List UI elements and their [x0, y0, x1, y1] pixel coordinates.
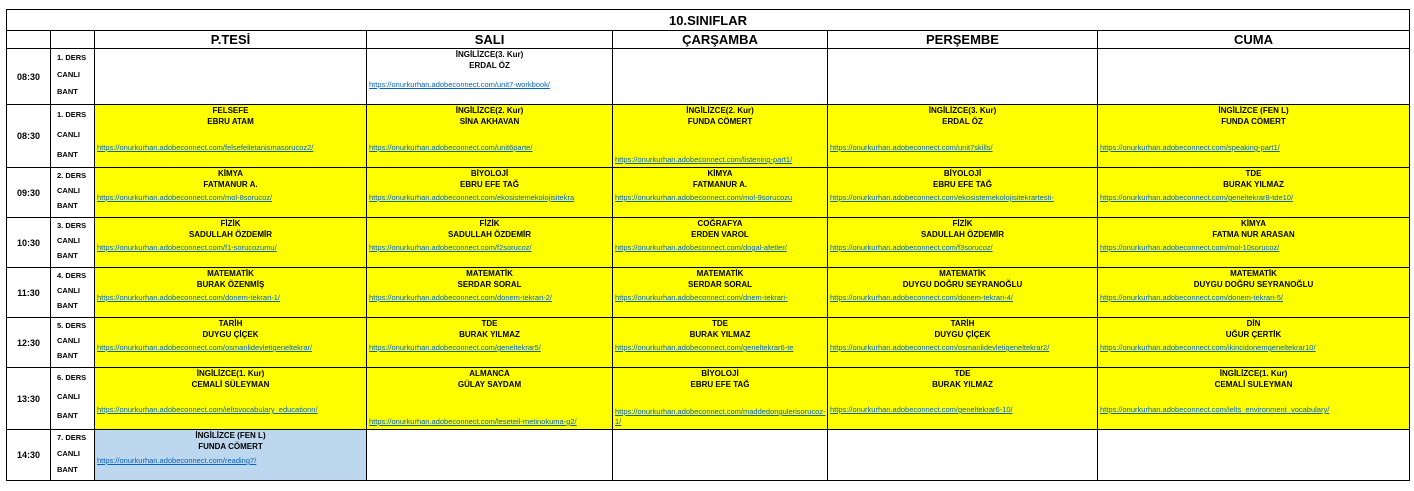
lesson-cell	[828, 368, 1098, 430]
lesson-link[interactable]: https://onurkurhan.adobeconnect.com/leseteil-metinokuma-g2/	[369, 417, 577, 426]
lesson-teacher: FUNDA CÖMERT	[687, 117, 753, 126]
slot-ders: 5. DERS	[57, 321, 87, 330]
lesson-subject: TDE	[712, 319, 728, 328]
lesson-link[interactable]: https://onurkurhan.adobeconnect.com/felsefeiletanismasorucoz2/	[97, 143, 314, 152]
empty-cell	[613, 49, 828, 105]
lesson-teacher: FATMA NUR ARASAN	[1212, 230, 1295, 239]
lesson-cell	[95, 168, 367, 218]
lesson-content	[95, 268, 366, 317]
period-row	[7, 218, 1410, 268]
period-time: 09:30	[7, 168, 51, 218]
schedule-title: 10.SINIFLAR	[7, 10, 1410, 31]
lesson-link[interactable]: https://onurkurhan.adobeconnect.com/dnem-tekrari-	[615, 293, 788, 302]
lesson-cell	[613, 105, 828, 168]
period-time: 14:30	[7, 430, 51, 481]
lesson-content	[367, 218, 612, 267]
lesson-content	[367, 49, 612, 104]
lesson-cell	[367, 105, 613, 168]
lesson-content	[828, 368, 1097, 429]
lesson-subject: BİYOLOJİ	[470, 169, 509, 178]
lesson-content	[1098, 105, 1409, 167]
period-row	[7, 430, 1410, 481]
lesson-cell	[613, 168, 828, 218]
period-row	[7, 318, 1410, 368]
slot-canli: CANLI	[57, 392, 80, 401]
lesson-subject: İNGİLİZCE(3. Kur)	[455, 50, 524, 59]
lesson-subject: MATEMATİK	[466, 269, 513, 278]
lesson-link[interactable]: https://onurkurhan.adobeconnect.com/mol-10sorucoz/	[1100, 243, 1280, 252]
lesson-teacher: CEMALİ SÜLEYMAN	[191, 380, 270, 389]
period-slot	[51, 268, 95, 318]
lesson-link[interactable]: https://onurkurhan.adobeconnect.com/listening-part1/	[615, 155, 793, 164]
slot-ders: 4. DERS	[57, 271, 87, 280]
slot-ders: 7. DERS	[57, 433, 87, 442]
lesson-link[interactable]: https://onurkurhan.adobeconnect.com/reading7/	[97, 456, 257, 465]
lesson-subject: İNGİLİZCE(1. Kur)	[1219, 369, 1288, 378]
lesson-link[interactable]: https://onurkurhan.adobeconnect.com/osmanlidevletigeneltekrar2/	[830, 343, 1050, 352]
lesson-subject: TARİH	[218, 319, 243, 328]
period-time: 11:30	[7, 268, 51, 318]
slot-canli: CANLI	[57, 286, 80, 295]
lesson-teacher: DUYGU DOĞRU SEYRANOĞLU	[1193, 280, 1314, 289]
period-slot	[51, 105, 95, 168]
lesson-subject: FİZİK	[220, 219, 241, 228]
slot-ders: 3. DERS	[57, 221, 87, 230]
lesson-subject: COĞRAFYA	[697, 219, 743, 228]
lesson-teacher: SADULLAH ÖZDEMİR	[447, 230, 532, 239]
slot-ders: 2. DERS	[57, 171, 87, 180]
lesson-teacher: CEMALİ SULEYMAN	[1214, 380, 1293, 389]
period-slot	[51, 218, 95, 268]
slot-canli: CANLI	[57, 130, 80, 139]
lesson-subject: İNGİLİZCE(1. Kur)	[196, 369, 265, 378]
lesson-cell	[828, 168, 1098, 218]
lesson-content	[613, 268, 827, 317]
lesson-cell	[95, 218, 367, 268]
lesson-link[interactable]: https://onurkurhan.adobeconnect.com/donem-tekrari-5/	[1100, 293, 1284, 302]
lesson-subject: FİZİK	[479, 219, 500, 228]
lesson-content	[1098, 168, 1409, 217]
lesson-teacher: SERDAR SORAL	[687, 280, 752, 289]
lesson-teacher: SADULLAH ÖZDEMİR	[188, 230, 273, 239]
lesson-teacher: SADULLAH ÖZDEMİR	[920, 230, 1005, 239]
lesson-teacher: DUYGU DOĞRU SEYRANOĞLU	[902, 280, 1023, 289]
lesson-content	[828, 105, 1097, 167]
slot-canli: CANLI	[57, 336, 80, 345]
lesson-content	[95, 105, 366, 167]
lesson-teacher: BURAK YILMAZ	[932, 380, 993, 389]
lesson-teacher: FUNDA CÖMERT	[1221, 117, 1286, 126]
lesson-cell	[367, 168, 613, 218]
lesson-teacher: FATMANUR A.	[692, 180, 748, 189]
lesson-subject: FİZİK	[952, 219, 973, 228]
lesson-cell	[613, 218, 828, 268]
lesson-subject: ALMANCA	[469, 369, 510, 378]
lesson-cell	[1098, 318, 1410, 368]
lesson-teacher: ERDAL ÖZ	[469, 61, 510, 70]
lesson-content	[613, 318, 827, 367]
empty-cell	[828, 430, 1098, 481]
lesson-teacher: SİNA AKHAVAN	[459, 117, 520, 126]
lesson-link[interactable]: https://onurkurhan.adobeconnect.com/ekosistemekolojisitekra	[369, 193, 575, 202]
slot-bant: BANT	[57, 251, 78, 260]
lesson-subject: MATEMATİK	[207, 269, 254, 278]
lesson-subject: TDE	[481, 319, 498, 328]
slot-bant: BANT	[57, 301, 78, 310]
lesson-teacher: EBRU ATAM	[207, 117, 254, 126]
lesson-link[interactable]: https://onurkurhan.adobeconnect.com/dogal-afetler/	[615, 243, 787, 252]
lesson-content	[1098, 318, 1409, 367]
lesson-subject: KİMYA	[217, 169, 244, 178]
slot-bant: BANT	[57, 150, 78, 159]
period-row	[7, 168, 1410, 218]
lesson-subject: MATEMATİK	[939, 269, 986, 278]
lesson-subject: TARİH	[950, 319, 975, 328]
lesson-link[interactable]: https://onurkurhan.adobeconnect.com/ekosistemekolojisitekrartesti-	[830, 193, 1054, 202]
lesson-link[interactable]: https://onurkurhan.adobeconnect.com/ikincidonemgeneltekrar10/	[1100, 343, 1316, 352]
lesson-teacher: BURAK YILMAZ	[1223, 180, 1284, 189]
lesson-teacher: SERDAR SORAL	[457, 280, 522, 289]
lesson-cell	[95, 368, 367, 430]
slot-canli: CANLI	[57, 70, 80, 79]
slot-ders: 6. DERS	[57, 373, 87, 382]
lesson-subject: DİN	[1246, 319, 1261, 328]
period-row	[7, 368, 1410, 430]
lesson-link[interactable]: https://onurkurhan.adobeconnect.com/donem-tekrari-2/	[369, 293, 553, 302]
slot-ders: 1. DERS	[57, 110, 87, 119]
lesson-link[interactable]: https://onurkurhan.adobeconnect.com/f1-sorucozumu/	[97, 243, 277, 252]
lesson-content	[828, 268, 1097, 317]
lesson-link[interactable]: https://onurkurhan.adobeconnect.com/f2sorucoz/	[369, 243, 532, 252]
slot-bant: BANT	[57, 465, 78, 474]
lesson-content	[613, 168, 827, 217]
period-slot	[51, 368, 95, 430]
lesson-content	[613, 105, 827, 167]
lesson-content	[367, 268, 612, 317]
lesson-cell	[1098, 105, 1410, 168]
lesson-link[interactable]: https://onurkurhan.adobeconnect.com/unit6parte/	[369, 143, 533, 152]
lesson-cell	[95, 430, 367, 481]
lesson-subject: İNGİLİZCE(2. Kur)	[455, 106, 524, 115]
lesson-cell	[1098, 168, 1410, 218]
slot-bant: BANT	[57, 411, 78, 420]
period-time: 10:30	[7, 218, 51, 268]
lesson-link[interactable]: https://onurkurhan.adobeconnect.com/ieltsvocabulary_educationn/	[97, 405, 318, 414]
empty-cell	[613, 430, 828, 481]
lesson-cell	[95, 105, 367, 168]
lesson-cell	[613, 268, 828, 318]
lesson-cell	[613, 368, 828, 430]
period-time: 13:30	[7, 368, 51, 430]
lesson-content	[367, 168, 612, 217]
lesson-link[interactable]: https://onurkurhan.adobeconnect.com/donem-tekrari-1/	[97, 293, 281, 302]
lesson-teacher: DUYGU ÇİÇEK	[202, 330, 259, 339]
lesson-cell	[1098, 268, 1410, 318]
period-row	[7, 105, 1410, 168]
day-header: P.TESİ	[95, 31, 367, 49]
lesson-content	[95, 168, 366, 217]
lesson-subject: MATEMATİK	[696, 269, 744, 278]
lesson-content	[95, 430, 366, 480]
slot-ders: 1. DERS	[57, 53, 87, 62]
lesson-cell	[367, 218, 613, 268]
lesson-link[interactable]: https://onurkurhan.adobeconnect.com/geneltekrar6-te	[615, 343, 794, 352]
lesson-subject: TDE	[1245, 169, 1262, 178]
empty-cell	[95, 49, 367, 105]
lesson-subject: BİYOLOJİ	[701, 369, 739, 378]
lesson-cell	[1098, 368, 1410, 430]
day-header: PERŞEMBE	[828, 31, 1098, 49]
lesson-subject: KİMYA	[1241, 219, 1267, 228]
period-slot	[51, 49, 95, 105]
lesson-link[interactable]: https://onurkurhan.adobeconnect.com/geneltekrar6-10/	[830, 405, 1013, 414]
schedule-table	[6, 9, 1410, 481]
day-header: ÇARŞAMBA	[613, 31, 828, 49]
lesson-cell	[828, 318, 1098, 368]
lesson-link[interactable]: https://onurkurhan.adobeconnect.com/mol-9sorucozu	[615, 193, 793, 202]
period-slot	[51, 430, 95, 481]
lesson-subject: KİMYA	[707, 169, 733, 178]
lesson-content	[828, 168, 1097, 217]
lesson-content	[613, 368, 827, 429]
slot-canli: CANLI	[57, 236, 80, 245]
lesson-link[interactable]: https://onurkurhan.adobeconnect.com/f3sorucoz/	[830, 243, 993, 252]
slot-bant: BANT	[57, 201, 78, 210]
lesson-subject: FELSEFE	[212, 106, 249, 115]
lesson-link[interactable]: https://onurkurhan.adobeconnect.com/maddedongulerisorucoz-1/	[615, 407, 826, 426]
empty-cell	[828, 49, 1098, 105]
lesson-subject: İNGİLİZCE (FEN L)	[195, 431, 266, 440]
empty-cell	[1098, 430, 1410, 481]
lesson-subject: TDE	[954, 369, 971, 378]
lesson-cell	[367, 49, 613, 105]
corner-blank	[7, 31, 51, 49]
lesson-link[interactable]: https://onurkurhan.adobeconnect.com/geneltekrar8-tde10/	[1100, 193, 1294, 202]
lesson-content	[95, 318, 366, 367]
lesson-teacher: EBRU EFE TAĞ	[690, 380, 750, 389]
lesson-link[interactable]: https://onurkurhan.adobeconnect.com/donem-tekrari-4/	[830, 293, 1014, 302]
lesson-content	[367, 105, 612, 167]
lesson-cell	[613, 318, 828, 368]
day-header: CUMA	[1098, 31, 1410, 49]
lesson-link[interactable]: https://onurkurhan.adobeconnect.com/unit7-workbook/	[369, 80, 550, 89]
slot-canli: CANLI	[57, 186, 80, 195]
lesson-teacher: BURAK YILMAZ	[459, 330, 520, 339]
day-header: SALI	[367, 31, 613, 49]
period-time: 08:30	[7, 105, 51, 168]
lesson-teacher: ERDAL ÖZ	[942, 117, 983, 126]
lesson-cell	[828, 268, 1098, 318]
lesson-cell	[1098, 218, 1410, 268]
corner-blank	[51, 31, 95, 49]
lesson-subject: İNGİLİZCE(2. Kur)	[686, 106, 754, 115]
slot-canli: CANLI	[57, 449, 80, 458]
lesson-content	[828, 318, 1097, 367]
lesson-content	[95, 218, 366, 267]
lesson-teacher: BURAK YILMAZ	[689, 330, 751, 339]
lesson-link[interactable]: https://onurkurhan.adobeconnect.com/unit7skills/	[830, 143, 993, 152]
period-row	[7, 49, 1410, 105]
lesson-subject: İNGİLİZCE (FEN L)	[1218, 106, 1289, 115]
lesson-teacher: EBRU EFE TAĞ	[933, 180, 992, 189]
lesson-cell	[828, 105, 1098, 168]
lesson-content	[367, 368, 612, 429]
period-slot	[51, 318, 95, 368]
lesson-content	[1098, 218, 1409, 267]
period-time: 12:30	[7, 318, 51, 368]
lesson-link[interactable]: https://onurkurhan.adobeconnect.com/ielts_environment_vocabulary/	[1100, 405, 1330, 414]
lesson-link[interactable]: https://onurkurhan.adobeconnect.com/speaking-part1/	[1100, 143, 1280, 152]
lesson-cell	[828, 218, 1098, 268]
empty-cell	[367, 430, 613, 481]
lesson-cell	[95, 318, 367, 368]
lesson-cell	[367, 368, 613, 430]
lesson-content	[367, 318, 612, 367]
lesson-cell	[367, 268, 613, 318]
lesson-link[interactable]: https://onurkurhan.adobeconnect.com/osmanlidevletigeneltekrar/	[97, 343, 313, 352]
lesson-content	[613, 218, 827, 267]
lesson-cell	[95, 268, 367, 318]
lesson-cell	[367, 318, 613, 368]
lesson-link[interactable]: https://onurkurhan.adobeconnect.com/mol-8sorucoz/	[97, 193, 273, 202]
period-slot	[51, 168, 95, 218]
lesson-teacher: GÜLAY SAYDAM	[457, 380, 522, 389]
lesson-subject: BİYOLOJİ	[943, 169, 982, 178]
lesson-teacher: UĞUR ÇERTİK	[1225, 330, 1282, 339]
lesson-teacher: FATMANUR A.	[203, 180, 258, 189]
empty-cell	[1098, 49, 1410, 105]
lesson-teacher: EBRU EFE TAĞ	[460, 180, 519, 189]
period-time: 08:30	[7, 49, 51, 105]
slot-bant: BANT	[57, 87, 78, 96]
lesson-teacher: ERDEN VAROL	[691, 230, 749, 239]
slot-bant: BANT	[57, 351, 78, 360]
lesson-content	[1098, 368, 1409, 429]
lesson-link[interactable]: https://onurkurhan.adobeconnect.com/geneltekrar5/	[369, 343, 541, 352]
period-row	[7, 268, 1410, 318]
lesson-content	[828, 218, 1097, 267]
lesson-teacher: DUYGU ÇİÇEK	[934, 330, 991, 339]
lesson-content	[95, 368, 366, 429]
lesson-teacher: FUNDA CÖMERT	[198, 442, 263, 451]
lesson-content	[1098, 268, 1409, 317]
lesson-teacher: BURAK ÖZENMİŞ	[196, 280, 265, 289]
lesson-subject: MATEMATİK	[1230, 269, 1277, 278]
lesson-subject: İNGİLİZCE(3. Kur)	[928, 106, 997, 115]
